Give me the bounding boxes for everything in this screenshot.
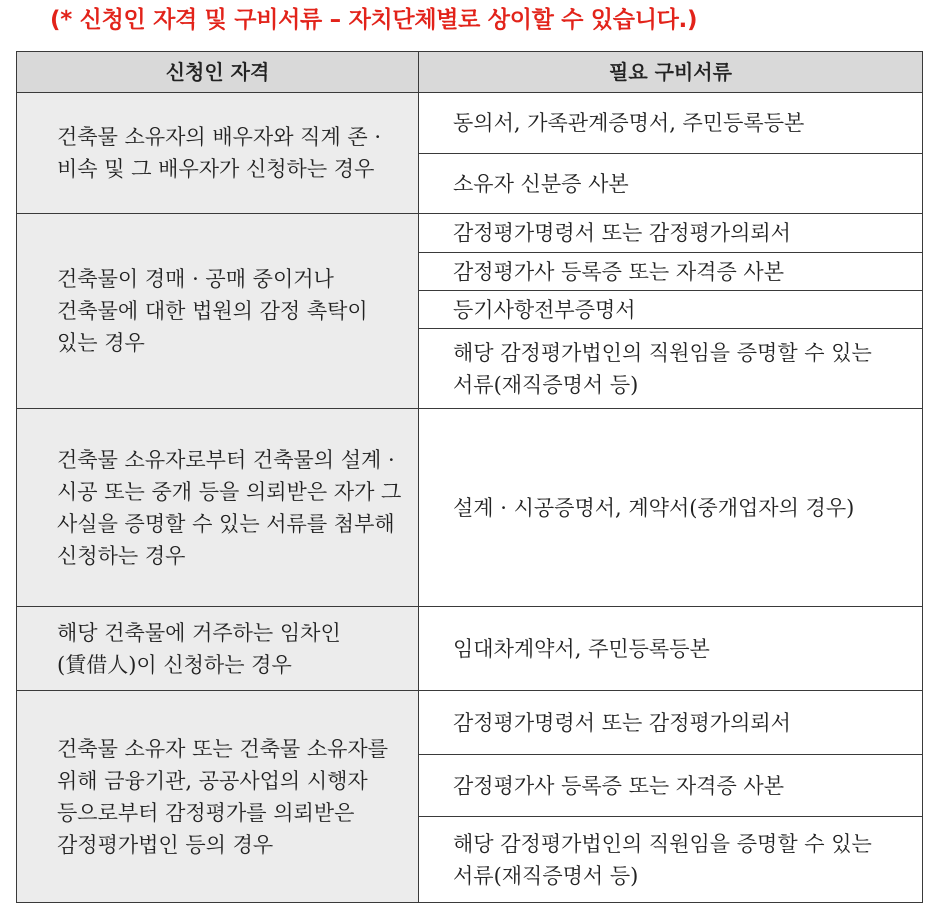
qualification-cell: 건축물이 경매 · 공매 중이거나 건축물에 대한 법원의 감정 촉탁이 있는 경우 [17, 214, 419, 409]
document-cell: 동의서, 가족관계증명서, 주민등록등본 [419, 93, 923, 154]
header-documents: 필요 구비서류 [419, 52, 923, 93]
notice-text: (* 신청인 자격 및 구비서류 – 자치단체별로 상이할 수 있습니다.) [50, 7, 698, 33]
document-cell: 해당 감정평가법인의 직원임을 증명할 수 있는 서류(재직증명서 등) [419, 329, 923, 409]
table-row [17, 93, 923, 154]
document-cell: 등기사항전부증명서 [419, 291, 923, 329]
requirements-table [16, 51, 923, 903]
document-cell: 임대차계약서, 주민등록등본 [419, 607, 923, 691]
qualification-cell: 해당 건축물에 거주하는 임차인(賃借人)이 신청하는 경우 [17, 607, 419, 691]
document-cell: 감정평가명령서 또는 감정평가의뢰서 [419, 214, 923, 253]
qualification-cell: 건축물 소유자 또는 건축물 소유자를 위해 금융기관, 공공사업의 시행자 등으로부터 감정평가를 의뢰받은 감정평가법인 등의 경우 [17, 691, 419, 903]
table-row [17, 691, 923, 755]
document-cell: 감정평가사 등록증 또는 자격증 사본 [419, 755, 923, 817]
document-cell: 해당 감정평가법인의 직원임을 증명할 수 있는 서류(재직증명서 등) [419, 817, 923, 903]
document-cell: 설계 · 시공증명서, 계약서(중개업자의 경우) [419, 409, 923, 607]
document-cell: 감정평가사 등록증 또는 자격증 사본 [419, 253, 923, 291]
table-row [17, 409, 923, 607]
document-cell: 소유자 신분증 사본 [419, 154, 923, 214]
header-qualification: 신청인 자격 [17, 52, 419, 93]
qualification-cell: 건축물 소유자로부터 건축물의 설계 · 시공 또는 중개 등을 의뢰받은 자가 그 사실을 증명할 수 있는 서류를 첨부해 신청하는 경우 [17, 409, 419, 607]
qualification-cell: 건축물 소유자의 배우자와 직계 존 · 비속 및 그 배우자가 신청하는 경우 [17, 93, 419, 214]
table-row [17, 607, 923, 691]
table-row [17, 214, 923, 253]
header-row [17, 52, 923, 93]
document-cell: 감정평가명령서 또는 감정평가의뢰서 [419, 691, 923, 755]
